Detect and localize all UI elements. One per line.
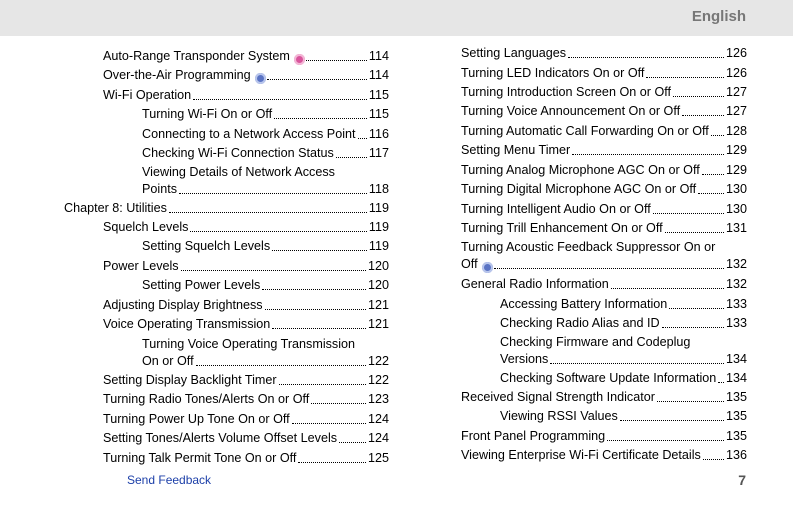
toc-page-number: 116: [368, 127, 389, 141]
dot-leader: [669, 308, 724, 309]
dot-leader: [662, 327, 724, 328]
toc-entry[interactable]: [103, 450, 389, 467]
toc-entry[interactable]: [142, 238, 389, 255]
toc-entry-title: Turning Trill Enhancement On or Off: [461, 221, 663, 235]
toc-entry-title-continued: On or Off: [142, 354, 194, 368]
dot-leader: [718, 382, 724, 383]
toc-page-number: 132: [725, 257, 747, 271]
dot-leader: [682, 115, 724, 116]
toc-page-number: 127: [725, 85, 747, 99]
page-number: 7: [738, 472, 746, 488]
dot-leader: [611, 288, 724, 289]
toc-entry[interactable]: [461, 65, 747, 82]
toc-entry-title: Viewing Enterprise Wi-Fi Certificate Details: [461, 448, 701, 462]
toc-entry-title: Voice Operating Transmission: [103, 317, 271, 331]
dot-leader: [646, 77, 724, 78]
toc-page-number: 131: [725, 221, 747, 235]
dot-leader: [179, 193, 367, 194]
toc-page-number: 121: [367, 298, 389, 312]
toc-page-number: 135: [725, 390, 747, 404]
toc-entry-title: Setting Display Backlight Timer: [103, 373, 277, 387]
toc-page-number: 126: [725, 66, 747, 80]
toc-page-number: 117: [368, 146, 389, 160]
toc-entry[interactable]: [461, 142, 747, 159]
toc-entry-title: Front Panel Programming: [461, 429, 606, 443]
toc-entry[interactable]: [103, 297, 389, 314]
toc-page-number: 119: [368, 220, 389, 234]
toc-entry[interactable]: [461, 201, 747, 218]
toc-entry-title: Turning Wi-Fi On or Off: [142, 107, 273, 121]
dot-leader: [702, 174, 724, 175]
toc-page-number: 129: [725, 143, 747, 157]
dot-leader: [550, 363, 724, 364]
dot-leader: [193, 99, 367, 100]
dot-leader: [169, 212, 367, 213]
toc-page-number: 135: [725, 409, 747, 423]
toc-entry[interactable]: [142, 145, 389, 162]
dot-leader: [265, 309, 366, 310]
toc-page-number: 134: [725, 371, 747, 385]
toc-entry[interactable]: [103, 87, 389, 104]
toc-entry[interactable]: [103, 316, 389, 333]
toc-page-number: 133: [725, 316, 747, 330]
dot-leader: [336, 157, 367, 158]
toc-page-number: 119: [368, 239, 389, 253]
language-label: English: [691, 8, 746, 25]
toc-entry-title: Viewing RSSI Values: [500, 409, 618, 423]
dot-leader: [274, 118, 367, 119]
toc-entry-title: Setting Tones/Alerts Volume Offset Levels: [103, 431, 338, 445]
dot-leader: [494, 268, 724, 269]
toc-page-number: 125: [367, 451, 389, 465]
toc-page-number: 119: [368, 201, 389, 215]
dot-leader: [358, 138, 367, 139]
toc-entry-title: Connecting to a Network Access Point: [142, 127, 356, 141]
toc-entry-title: Turning Introduction Screen On or Off: [461, 85, 672, 99]
toc-entry[interactable]: [103, 48, 389, 65]
dot-leader: [568, 57, 724, 58]
dot-leader: [698, 193, 724, 194]
dot-leader: [267, 79, 367, 80]
toc-entry-title: Setting Languages: [461, 46, 567, 60]
dot-leader: [607, 440, 724, 441]
toc-page-number: 136: [725, 448, 747, 462]
dot-leader: [292, 423, 366, 424]
toc-page-number: 126: [725, 46, 747, 60]
dot-leader: [339, 442, 366, 443]
toc-entry[interactable]: [142, 164, 389, 198]
dot-leader: [279, 384, 366, 385]
toc-entry[interactable]: [142, 277, 389, 294]
send-feedback-link[interactable]: Send Feedback: [127, 473, 212, 487]
toc-entry[interactable]: [500, 296, 747, 313]
toc-entry-title: General Radio Information: [461, 277, 609, 291]
toc-page-number: 115: [368, 88, 389, 102]
toc-entry-title: Turning Automatic Call Forwarding On or Off: [461, 124, 709, 138]
dot-leader: [181, 270, 366, 271]
toc-entry[interactable]: [461, 123, 747, 140]
toc-entry[interactable]: [461, 428, 747, 445]
toc-page-number: 124: [367, 431, 389, 445]
toc-entry[interactable]: [142, 106, 389, 123]
dot-leader: [311, 403, 366, 404]
toc-entry[interactable]: [500, 334, 747, 368]
dot-leader: [262, 289, 366, 290]
toc-entry[interactable]: [142, 126, 389, 143]
toc-entry-title-continued: Off: [461, 257, 478, 271]
toc-page-number: 121: [367, 317, 389, 331]
toc-entry-title: Setting Power Levels: [142, 278, 261, 292]
toc-entry-title: Setting Menu Timer: [461, 143, 571, 157]
toc-page-number: 127: [725, 104, 747, 118]
toc-entry-title: Turning Analog Microphone AGC On or Off: [461, 163, 700, 177]
toc-entry-title: Auto-Range Transponder System: [103, 49, 290, 63]
toc-entry[interactable]: [461, 103, 747, 120]
toc-page-number: 135: [725, 429, 747, 443]
toc-entry-title: Turning Acoustic Feedback Suppressor On or: [461, 240, 716, 254]
toc-entry[interactable]: [500, 315, 747, 332]
toc-entry[interactable]: [500, 370, 747, 387]
toc-entry-title: Checking Software Update Information: [500, 371, 717, 385]
toc-entry-title: Turning Voice Announcement On or Off: [461, 104, 681, 118]
toc-page-number: 124: [367, 412, 389, 426]
toc-page-number: 134: [725, 352, 747, 366]
toc-entry[interactable]: [461, 276, 747, 293]
dot-leader: [620, 420, 724, 421]
toc-entry[interactable]: [103, 411, 389, 428]
toc-entry-title: Turning Voice Operating Transmission: [142, 337, 356, 351]
toc-entry-title: Wi-Fi Operation: [103, 88, 192, 102]
dot-leader: [272, 328, 366, 329]
toc-entry-title: Turning Radio Tones/Alerts On or Off: [103, 392, 310, 406]
toc-page-number: 114: [368, 49, 389, 63]
toc-entry[interactable]: [103, 430, 389, 447]
dot-leader: [298, 462, 366, 463]
dot-leader: [196, 365, 366, 366]
toc-entry[interactable]: [461, 239, 747, 273]
dot-leader: [673, 96, 724, 97]
toc-page-number: 120: [367, 278, 389, 292]
toc-entry-title: Turning LED Indicators On or Off: [461, 66, 645, 80]
toc-entry-title: Over-the-Air Programming: [103, 68, 251, 82]
header-bar: [0, 0, 793, 36]
dot-leader: [572, 154, 724, 155]
toc-entry-title: Power Levels: [103, 259, 179, 273]
toc-page-number: 120: [367, 259, 389, 273]
toc-entry[interactable]: [461, 45, 747, 62]
dot-leader: [190, 231, 367, 232]
toc-entry-title: Chapter 8: Utilities: [64, 201, 167, 215]
dot-leader: [306, 60, 367, 61]
toc-page-number: 122: [367, 354, 389, 368]
toc-page-number: 128: [725, 124, 747, 138]
toc-entry-title: Turning Talk Permit Tone On or Off: [103, 451, 297, 465]
toc-page-number: 130: [725, 182, 747, 196]
dot-leader: [711, 135, 724, 136]
toc-page-number: 129: [725, 163, 747, 177]
toc-entry-title: Checking Wi-Fi Connection Status: [142, 146, 334, 160]
toc-entry-title-continued: Points: [142, 182, 178, 196]
toc-entry[interactable]: [461, 181, 747, 198]
system-feature-icon: [294, 54, 305, 65]
toc-entry[interactable]: [142, 336, 389, 370]
dot-leader: [272, 250, 367, 251]
toc-entry-title: Viewing Details of Network Access: [142, 165, 335, 179]
toc-entry[interactable]: [103, 67, 389, 84]
toc-entry-title: Checking Firmware and Codeplug: [500, 335, 691, 349]
dot-leader: [657, 401, 724, 402]
dot-leader: [703, 459, 724, 460]
toc-entry[interactable]: [461, 220, 747, 237]
toc-entry[interactable]: [461, 447, 747, 464]
toc-page-number: 122: [367, 373, 389, 387]
dot-leader: [653, 213, 724, 214]
dot-leader: [665, 232, 724, 233]
toc-entry[interactable]: [461, 162, 747, 179]
toc-entry-title: Accessing Battery Information: [500, 297, 668, 311]
toc-page-number: 114: [368, 68, 389, 82]
toc-entry[interactable]: [103, 391, 389, 408]
toc-entry-title: Squelch Levels: [103, 220, 189, 234]
toc-entry[interactable]: [461, 389, 747, 406]
toc-entry-title: Turning Digital Microphone AGC On or Off: [461, 182, 697, 196]
toc-page-number: 130: [725, 202, 747, 216]
toc-page-number: 123: [367, 392, 389, 406]
toc-entry[interactable]: [500, 408, 747, 425]
toc-entry-title: Checking Radio Alias and ID: [500, 316, 660, 330]
toc-entry-title: Setting Squelch Levels: [142, 239, 271, 253]
toc-entry-title: Adjusting Display Brightness: [103, 298, 263, 312]
toc-entry-title: Received Signal Strength Indicator: [461, 390, 655, 404]
feature-badge-icon: [482, 262, 493, 273]
toc-entry-title: Turning Intelligent Audio On or Off: [461, 202, 651, 216]
toc-page-number: 115: [368, 107, 389, 121]
toc-entry[interactable]: [64, 200, 389, 217]
feature-badge-icon: [255, 73, 266, 84]
toc-entry[interactable]: [103, 258, 389, 275]
toc-page-number: 118: [368, 182, 389, 196]
toc-entry-title-continued: Versions: [500, 352, 549, 366]
toc-page-number: 132: [725, 277, 747, 291]
toc-entry[interactable]: [103, 219, 389, 236]
toc-page-number: 133: [725, 297, 747, 311]
toc-entry[interactable]: [461, 84, 747, 101]
toc-entry-title: Turning Power Up Tone On or Off: [103, 412, 290, 426]
toc-entry[interactable]: [103, 372, 389, 389]
